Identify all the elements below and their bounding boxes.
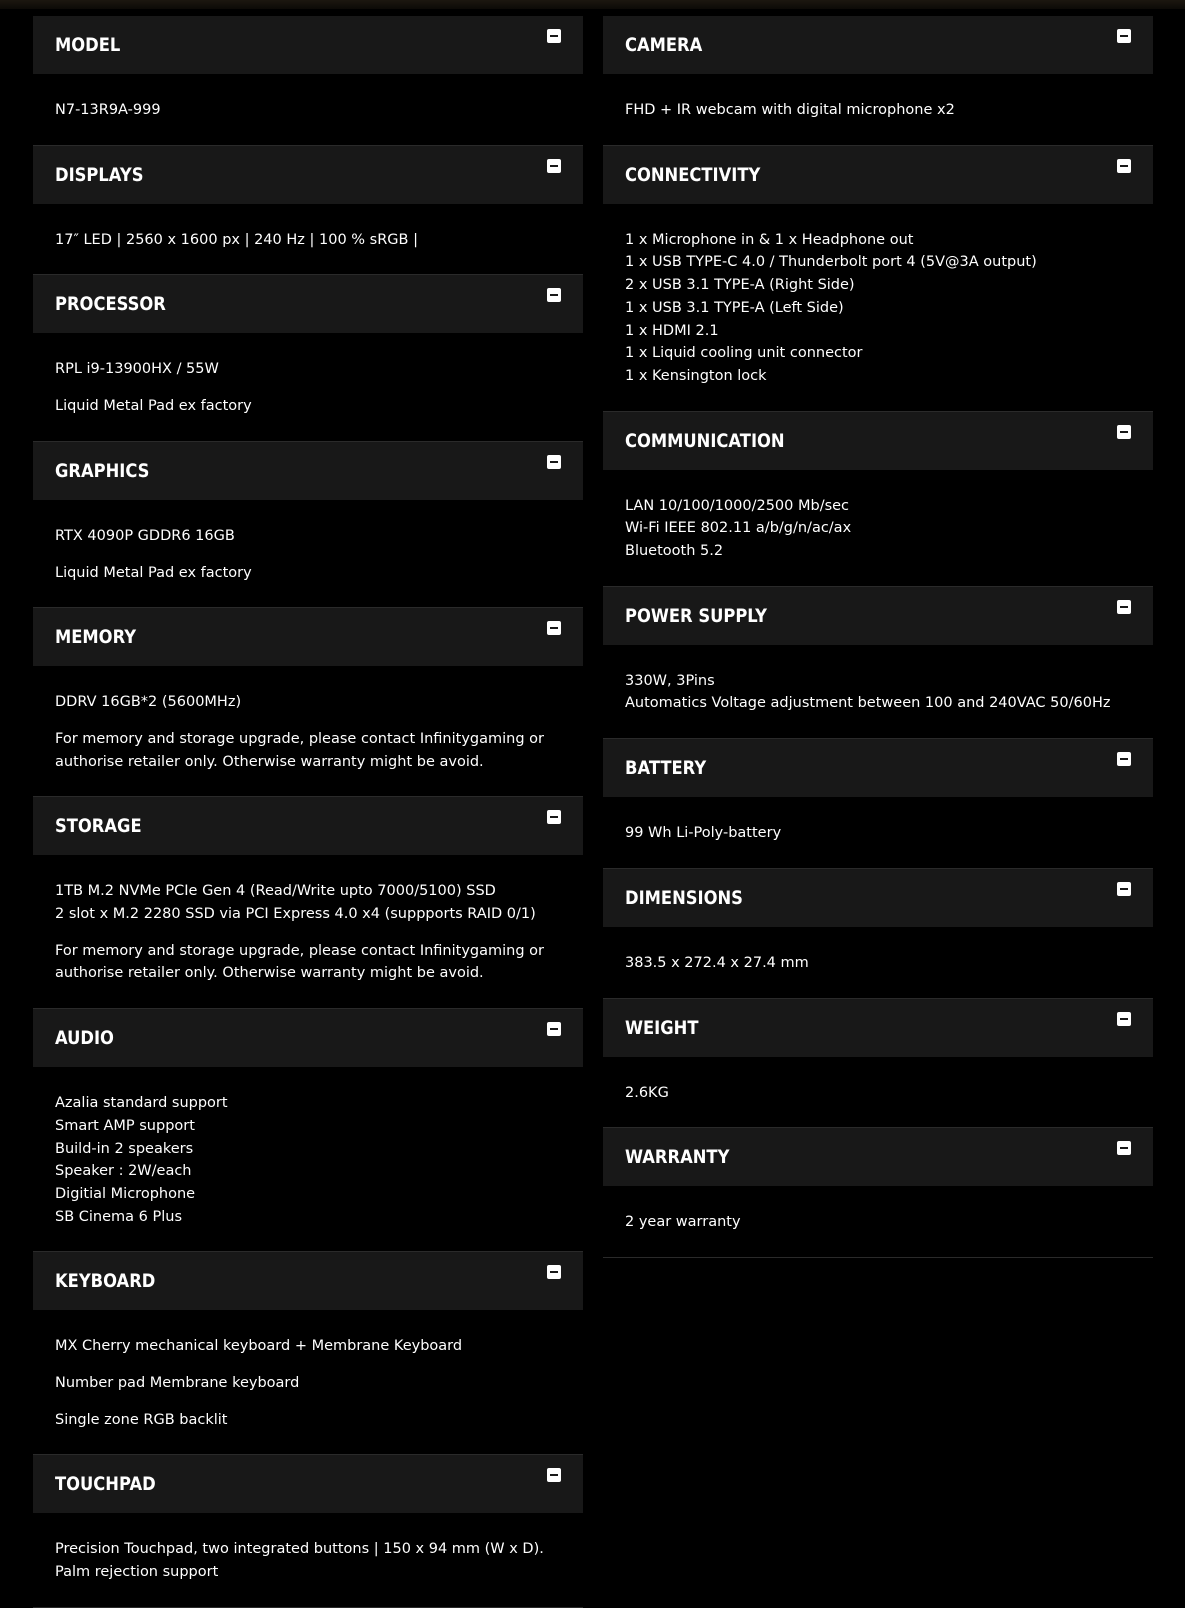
spec-line: Automatics Voltage adjustment between 100 and 240VAC 50/60Hz xyxy=(625,695,1111,712)
section-body-power-supply xyxy=(603,645,1153,739)
spec-line: Smart AMP support xyxy=(55,1117,195,1134)
section-title: AUDIO xyxy=(55,1027,114,1050)
section-header-displays[interactable] xyxy=(33,146,583,204)
section-header-memory[interactable] xyxy=(33,608,583,666)
spec-section-battery xyxy=(603,739,1153,869)
spec-line: 2 year warranty xyxy=(625,1214,741,1231)
spec-section-communication xyxy=(603,412,1153,587)
spec-line: For memory and storage upgrade, please contact Infinitygaming or xyxy=(55,730,544,747)
section-body-storage xyxy=(33,855,583,1009)
spec-line: 1 x HDMI 2.1 xyxy=(625,322,719,339)
section-body-connectivity xyxy=(603,204,1153,412)
spec-section-graphics xyxy=(33,442,583,608)
spec-line: Build-in 2 speakers xyxy=(55,1140,194,1157)
section-header-dimensions[interactable] xyxy=(603,869,1153,927)
spec-paragraph xyxy=(625,822,1131,845)
section-title: WARRANTY xyxy=(625,1146,730,1169)
spec-paragraph xyxy=(55,1538,561,1583)
collapse-minus-icon[interactable] xyxy=(1117,752,1131,766)
spec-line: 1 x USB TYPE-C 4.0 / Thunderbolt port 4 (5V@3A output) xyxy=(625,254,1037,271)
spec-section-connectivity xyxy=(603,146,1153,412)
collapse-minus-icon[interactable] xyxy=(547,1468,561,1482)
spec-line: 1TB M.2 NVMe PCIe Gen 4 (Read/Write upto 7000/5100) SSD xyxy=(55,883,496,900)
spec-line: 1 x USB 3.1 TYPE-A (Left Side) xyxy=(625,299,844,316)
spec-line: For memory and storage upgrade, please contact Infinitygaming or xyxy=(55,942,544,959)
collapse-minus-icon[interactable] xyxy=(547,288,561,302)
section-header-graphics[interactable] xyxy=(33,442,583,500)
section-title: POWER SUPPLY xyxy=(625,604,768,627)
spec-paragraph xyxy=(625,1082,1131,1105)
spec-line: MX Cherry mechanical keyboard + Membrane Keyboard xyxy=(55,1338,463,1355)
spec-paragraph xyxy=(55,1372,561,1395)
collapse-minus-icon[interactable] xyxy=(1117,1141,1131,1155)
spec-paragraph xyxy=(55,1335,561,1358)
spec-paragraph xyxy=(55,395,561,418)
spec-line: 2 x USB 3.1 TYPE-A (Right Side) xyxy=(625,277,855,294)
spec-section-audio xyxy=(33,1009,583,1252)
section-header-communication[interactable] xyxy=(603,412,1153,470)
section-header-weight[interactable] xyxy=(603,999,1153,1057)
spec-section-processor xyxy=(33,275,583,441)
spec-paragraph xyxy=(55,880,561,925)
spec-line: 99 Wh Li-Poly-battery xyxy=(625,825,782,842)
top-accent-bar xyxy=(0,0,1185,9)
section-title: MODEL xyxy=(55,34,121,56)
spec-line: 2.6KG xyxy=(625,1084,669,1101)
section-header-battery[interactable] xyxy=(603,739,1153,797)
spec-line: LAN 10/100/1000/2500 Mb/sec xyxy=(625,497,850,514)
spec-line: Number pad Membrane keyboard xyxy=(55,1375,300,1392)
spec-paragraph xyxy=(625,229,1131,388)
spec-line: DDRV 16GB*2 (5600MHz) xyxy=(55,694,242,711)
collapse-minus-icon[interactable] xyxy=(547,810,561,824)
spec-line: Bluetooth 5.2 xyxy=(625,543,724,560)
section-header-audio[interactable] xyxy=(33,1009,583,1067)
section-header-keyboard[interactable] xyxy=(33,1252,583,1310)
collapse-minus-icon[interactable] xyxy=(1117,159,1131,173)
collapse-minus-icon[interactable] xyxy=(547,29,561,43)
section-body-model xyxy=(33,74,583,146)
collapse-minus-icon[interactable] xyxy=(1117,1012,1131,1026)
spec-section-dimensions xyxy=(603,869,1153,999)
spec-line: SB Cinema 6 Plus xyxy=(55,1208,182,1225)
spec-paragraph xyxy=(55,940,561,985)
section-body-audio xyxy=(33,1067,583,1252)
section-body-weight xyxy=(603,1057,1153,1129)
spec-line: Palm rejection support xyxy=(55,1564,219,1581)
collapse-minus-icon[interactable] xyxy=(547,1022,561,1036)
spec-paragraph xyxy=(55,99,561,122)
spec-line: Precision Touchpad, two integrated buttons | 150 x 94 mm (W x D). xyxy=(55,1541,544,1558)
spec-line: 330W, 3Pins xyxy=(625,672,715,689)
collapse-minus-icon[interactable] xyxy=(547,455,561,469)
section-title: COMMUNICATION xyxy=(625,429,785,452)
section-body-communication xyxy=(603,470,1153,587)
spec-line: 2 slot x M.2 2280 SSD via PCI Express 4.0 x4 (suppports RAID 0/1) xyxy=(55,906,536,923)
collapse-minus-icon[interactable] xyxy=(547,159,561,173)
spec-section-weight xyxy=(603,999,1153,1129)
section-title: DIMENSIONS xyxy=(625,886,743,909)
section-body-memory xyxy=(33,666,583,797)
section-header-model[interactable] xyxy=(33,16,583,74)
spec-section-displays xyxy=(33,146,583,276)
spec-line: Liquid Metal Pad ex factory xyxy=(55,564,252,581)
collapse-minus-icon[interactable] xyxy=(547,621,561,635)
specs-column-right xyxy=(603,16,1153,1258)
spec-line: Digitial Microphone xyxy=(55,1185,196,1202)
spec-line: FHD + IR webcam with digital microphone x2 xyxy=(625,102,955,118)
section-header-camera[interactable] xyxy=(603,16,1153,74)
spec-paragraph xyxy=(625,1211,1131,1234)
section-title: CAMERA xyxy=(625,34,703,56)
section-body-displays xyxy=(33,204,583,276)
section-body-processor xyxy=(33,333,583,441)
specs-column-left xyxy=(33,16,583,1608)
spec-paragraph xyxy=(55,562,561,585)
collapse-minus-icon[interactable] xyxy=(1117,600,1131,614)
spec-section-memory xyxy=(33,608,583,797)
spec-paragraph xyxy=(55,728,561,773)
spec-paragraph xyxy=(55,1409,561,1432)
section-body-touchpad xyxy=(33,1513,583,1607)
section-title: KEYBOARD xyxy=(55,1270,156,1293)
section-title: BATTERY xyxy=(625,757,707,780)
spec-paragraph xyxy=(625,952,1131,975)
spec-line: Azalia standard support xyxy=(55,1095,228,1112)
spec-line: 383.5 x 272.4 x 27.4 mm xyxy=(625,954,809,971)
section-title: WEIGHT xyxy=(625,1016,699,1039)
section-body-camera xyxy=(603,74,1153,146)
spec-paragraph xyxy=(625,495,1131,563)
spec-line: 1 x Microphone in & 1 x Headphone out xyxy=(625,231,914,248)
section-body-keyboard xyxy=(33,1310,583,1455)
collapse-minus-icon[interactable] xyxy=(547,1265,561,1279)
section-title: TOUCHPAD xyxy=(55,1473,156,1496)
spec-paragraph xyxy=(55,1092,561,1228)
section-title: DISPLAYS xyxy=(55,163,144,186)
section-body-graphics xyxy=(33,500,583,608)
spec-line: 1 x Liquid cooling unit connector xyxy=(625,345,863,362)
spec-line: Single zone RGB backlit xyxy=(55,1411,228,1428)
section-header-processor[interactable] xyxy=(33,275,583,333)
section-header-power-supply[interactable] xyxy=(603,587,1153,645)
spec-section-storage xyxy=(33,797,583,1009)
section-title: PROCESSOR xyxy=(55,293,166,316)
spec-line: Wi-Fi IEEE 802.11 a/b/g/n/ac/ax xyxy=(625,520,852,537)
section-body-warranty xyxy=(603,1186,1153,1258)
spec-paragraph xyxy=(55,525,561,548)
spec-section-touchpad xyxy=(33,1455,583,1607)
spec-line: authorise retailer only. Otherwise warranty might be avoid. xyxy=(55,753,484,770)
section-title: GRAPHICS xyxy=(55,459,150,482)
spec-paragraph xyxy=(55,358,561,381)
section-title: STORAGE xyxy=(55,815,142,838)
spec-section-warranty xyxy=(603,1128,1153,1258)
spec-section-model xyxy=(33,16,583,146)
section-header-warranty[interactable] xyxy=(603,1128,1153,1186)
section-header-storage[interactable] xyxy=(33,797,583,855)
section-header-touchpad[interactable] xyxy=(33,1455,583,1513)
spec-section-keyboard xyxy=(33,1252,583,1455)
spec-paragraph xyxy=(55,229,561,252)
collapse-minus-icon[interactable] xyxy=(1117,425,1131,439)
spec-line: RPL i9-13900HX / 55W xyxy=(55,361,219,378)
spec-section-power-supply xyxy=(603,587,1153,739)
section-title: MEMORY xyxy=(55,626,137,649)
section-title: CONNECTIVITY xyxy=(625,163,761,186)
spec-line: 17″ LED | 2560 x 1600 px | 240 Hz | 100 % sRGB | xyxy=(55,231,418,248)
spec-paragraph xyxy=(625,670,1131,715)
section-header-connectivity[interactable] xyxy=(603,146,1153,204)
collapse-minus-icon[interactable] xyxy=(1117,29,1131,43)
spec-paragraph xyxy=(55,691,561,714)
collapse-minus-icon[interactable] xyxy=(1117,882,1131,896)
spec-paragraph xyxy=(625,99,1131,122)
spec-line: Speaker : 2W/each xyxy=(55,1163,192,1180)
spec-line: Liquid Metal Pad ex factory xyxy=(55,398,252,415)
spec-line: N7-13R9A-999 xyxy=(55,102,161,118)
section-body-dimensions xyxy=(603,927,1153,999)
section-body-battery xyxy=(603,797,1153,869)
spec-line: 1 x Kensington lock xyxy=(625,367,767,384)
spec-line: RTX 4090P GDDR6 16GB xyxy=(55,527,235,544)
spec-line: authorise retailer only. Otherwise warranty might be avoid. xyxy=(55,965,484,982)
spec-section-camera xyxy=(603,16,1153,146)
